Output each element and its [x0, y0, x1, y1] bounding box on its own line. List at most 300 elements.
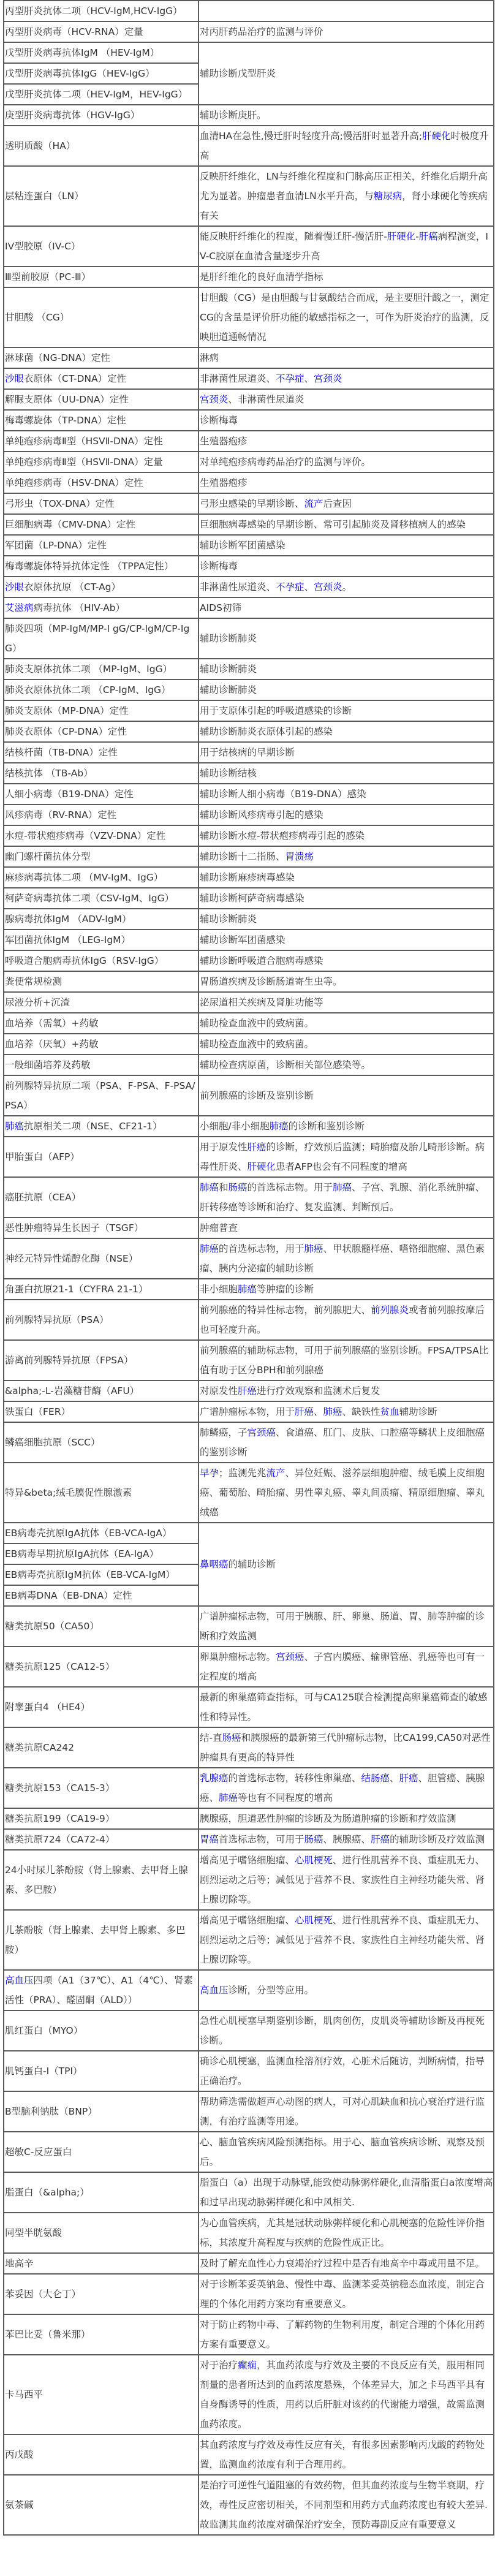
- keyword-link[interactable]: 不孕症: [276, 581, 304, 593]
- keyword-link[interactable]: 宫颈癌: [276, 1651, 304, 1662]
- cell-text: 辅助诊断肺炎: [200, 914, 257, 925]
- test-name-cell: [4, 2274, 198, 2314]
- cell-text: 首选标志物，可用于: [219, 1834, 304, 1845]
- cell-text: 肺炎支原体抗体二项 （MP-IgM、IgG）: [5, 664, 173, 675]
- cell-text: 反映肝纤维化，LN与纤维化程度和门脉高压正相关，纤维化后期升高尤为显著。肿瘤患者血清LN水平升高，与: [200, 171, 488, 202]
- keyword-link[interactable]: 宫颈炎: [314, 581, 342, 593]
- test-description-cell: [198, 2355, 494, 2434]
- test-description-cell: [198, 42, 494, 105]
- test-description-cell: [198, 763, 494, 784]
- table-row: [4, 763, 494, 784]
- test-description-cell: [198, 1177, 494, 1218]
- table-row: [4, 659, 494, 680]
- cell-text: 血培养（厌氧）+药敏: [5, 1039, 99, 1050]
- cell-text: ，肾小球硬化等疾病有关: [200, 191, 488, 221]
- cell-text: 对原发性: [200, 1385, 238, 1396]
- test-name-cell: [4, 42, 198, 63]
- cell-text: 梅毒螺旋体（TP-DNA）定性: [5, 415, 126, 426]
- cell-text: 尿液分析+沉渣: [5, 997, 70, 1008]
- table-row: [4, 1034, 494, 1055]
- keyword-link[interactable]: 宫颈癌: [247, 1427, 276, 1438]
- cell-text: 粪便常规检测: [5, 976, 62, 987]
- test-name-cell: [4, 1055, 198, 1075]
- test-description-cell: [198, 2172, 494, 2213]
- test-description-cell: [198, 2091, 494, 2132]
- cell-text: 和胰腺癌的最新第三代肿瘤标志物，比CA199,CA50对恶性肿瘤具有更高的特异性: [200, 1732, 491, 1763]
- test-description-cell: [198, 410, 494, 431]
- table-row: [4, 700, 494, 721]
- table-row: [4, 2314, 494, 2355]
- test-description-cell: [198, 1300, 494, 1340]
- table-row: [4, 784, 494, 805]
- cell-text: 辅助诊断呼吸道合胞病毒感染: [200, 955, 323, 966]
- cell-text: 辅助诊断肺炎: [200, 684, 257, 695]
- keyword-link[interactable]: 肝癌: [418, 231, 438, 242]
- table-row: [4, 2253, 494, 2274]
- table-row: [4, 825, 494, 846]
- table-row: [4, 680, 494, 700]
- test-description-cell: [198, 2010, 494, 2051]
- table-row: [4, 2172, 494, 2213]
- test-name-cell: [4, 1177, 198, 1218]
- cell-text: 胃肠道疾病及诊断肠道寄生虫等。: [200, 976, 342, 987]
- keyword-link[interactable]: 胃癌: [200, 1834, 219, 1845]
- test-name-cell: [4, 287, 198, 347]
- keyword-link[interactable]: 肝硬化: [247, 1161, 276, 1172]
- test-description-cell: [198, 888, 494, 909]
- table-row: [4, 1238, 494, 1279]
- test-name-cell: [4, 368, 198, 389]
- test-name-cell: [4, 1463, 198, 1523]
- test-name-cell: [4, 431, 198, 452]
- cell-text: 抗原相关二项（NSE、CF21-1）: [24, 1121, 162, 1132]
- test-description-cell: [198, 1075, 494, 1116]
- cell-text: 戊型肝炎病毒抗体IgG（HEV-IgG）: [5, 68, 155, 79]
- table-row: [4, 452, 494, 472]
- test-description-cell: [198, 680, 494, 700]
- test-description-cell: [198, 472, 494, 493]
- test-name-cell: [4, 1910, 198, 1970]
- cell-text: 辅助诊断人细小病毒（B19-DNA）感染: [200, 789, 366, 800]
- cell-text: 衣原体（CT-DNA）定性: [24, 373, 127, 384]
- test-name-cell: [4, 1381, 198, 1401]
- cell-text: 病程演变，IV-C胶原在血清含量逐步升高: [200, 231, 488, 262]
- keyword-link[interactable]: 高血压: [5, 1975, 34, 1986]
- test-description-cell: [198, 126, 494, 166]
- table-row: [4, 846, 494, 867]
- test-name-cell: [4, 166, 198, 226]
- cell-text: 游离前列腺特异抗原（FPSA）: [5, 1355, 134, 1366]
- table-row: [4, 431, 494, 452]
- keyword-link[interactable]: 流产: [266, 1468, 285, 1479]
- cell-text: 、胰腺癌、: [323, 1834, 371, 1845]
- test-name-cell: [4, 784, 198, 805]
- test-description-cell: [198, 1646, 494, 1687]
- keyword-link[interactable]: 肝癌: [399, 1773, 418, 1784]
- table-row: [4, 992, 494, 1013]
- test-description-cell: [198, 1238, 494, 1279]
- test-description-cell: [198, 1727, 494, 1768]
- cell-text: 层粘连蛋白（LN）: [5, 191, 84, 202]
- test-name-cell: [4, 680, 198, 700]
- test-description-cell: [198, 1768, 494, 1808]
- keyword-link[interactable]: 肺癌: [200, 1182, 219, 1193]
- test-name-cell: [4, 472, 198, 493]
- test-name-cell: [4, 389, 198, 410]
- table-row: [4, 21, 494, 42]
- cell-text: 丙型肝炎病毒（HCV-RNA）定量: [5, 26, 143, 37]
- cell-text: 、食道癌、肛门、皮肤、口腔癌等鳞状上皮细胞癌的鉴别诊断: [200, 1427, 485, 1458]
- test-name-cell: [4, 347, 198, 368]
- test-name-cell: [4, 577, 198, 597]
- cell-text: 诊断，分型等应用。: [228, 1985, 314, 1996]
- lab-tests-table-body: [4, 1, 494, 2535]
- test-description-cell: [198, 431, 494, 452]
- test-description-cell: [198, 1422, 494, 1463]
- cell-text: 诊断梅毒: [200, 561, 238, 572]
- test-description-cell: [198, 556, 494, 577]
- cell-text: 诊断梅毒: [200, 415, 238, 426]
- table-row: [4, 597, 494, 618]
- table-row: [4, 971, 494, 992]
- cell-text: 解脲支原体（UU-DNA）定性: [5, 394, 129, 405]
- test-name-cell: [4, 2475, 198, 2535]
- test-description-cell: [198, 950, 494, 971]
- test-name-cell: [4, 21, 198, 42]
- cell-text: 辅助诊断军团菌感染: [200, 934, 285, 945]
- cell-text: 、缺铁性: [342, 1406, 380, 1417]
- cell-text: 前列腺特异抗原（PSA）: [5, 1314, 109, 1325]
- test-description-cell: [198, 2274, 494, 2314]
- table-row: [4, 1606, 494, 1646]
- table-row: [4, 368, 494, 389]
- keyword-link[interactable]: 肺癌: [238, 1284, 257, 1295]
- cell-text: 血培养（需氧）+药敏: [5, 1018, 99, 1029]
- test-name-cell: [4, 1808, 198, 1829]
- keyword-link[interactable]: 宫颈炎: [314, 373, 342, 384]
- test-description-cell: [198, 105, 494, 126]
- cell-text: 辅助检查血液中的致病菌。: [200, 1018, 314, 1029]
- test-name-cell: [4, 1829, 198, 1850]
- table-row: [4, 1646, 494, 1687]
- keyword-link[interactable]: 艾滋病: [5, 602, 34, 613]
- test-name-cell: [4, 888, 198, 909]
- cell-text: -: [415, 231, 419, 242]
- cell-text: EB病毒DNA（EB-DNA）定性: [5, 1590, 132, 1601]
- keyword-link[interactable]: 肝癌: [238, 1385, 257, 1396]
- cell-text: EB病毒壳抗原IgM抗体（EB-VCA-IgM）: [5, 1569, 175, 1580]
- table-row: [4, 2010, 494, 2051]
- test-description-cell: [198, 992, 494, 1013]
- cell-text: 为心血管疾病，尤其是冠状动脉粥样硬化和心肌梗塞的危险性评价指标，其浓度升高程度与疾病的危险性成正比。: [200, 2218, 485, 2248]
- cell-text: &alpha;-L-岩藻糖苷酶（AFU）: [5, 1385, 140, 1396]
- cell-text: 增高见于嗜铬细胞瘤、: [200, 1855, 295, 1866]
- cell-text: 前列腺癌的特异性标志物，前列腺肥大、: [200, 1305, 371, 1316]
- test-name-cell: [4, 2051, 198, 2091]
- cell-text: B型脑利钠肽（BNP）: [5, 2106, 97, 2117]
- keyword-link[interactable]: 宫颈炎: [200, 394, 229, 405]
- test-name-cell: [4, 226, 198, 267]
- cell-text: 糖类抗原153（CA15-3）: [5, 1782, 115, 1794]
- table-row: [4, 2434, 494, 2475]
- keyword-link[interactable]: 前列腺炎: [371, 1305, 409, 1316]
- cell-text: 急性心肌梗塞早期鉴别诊断，肌肉创伤，皮肌炎等辅助诊断及再梗死诊断。: [200, 2015, 485, 2046]
- keyword-link[interactable]: 早孕: [200, 1468, 219, 1479]
- cell-text: 、胆管癌、胰腺癌、: [200, 1773, 485, 1803]
- cell-text: 辅助诊断风疹病毒引起的感染: [200, 809, 323, 820]
- test-description-cell: [198, 2132, 494, 2172]
- cell-text: Ⅲ型前胶原（PC-Ⅲ）: [5, 271, 91, 282]
- table-row: [4, 410, 494, 431]
- table-row: [4, 1401, 494, 1422]
- test-name-cell: [4, 909, 198, 930]
- cell-text: 卵巢肿瘤标志物。: [200, 1651, 276, 1662]
- cell-text: 辅助诊断军团菌感染: [200, 540, 285, 551]
- keyword-link[interactable]: 肝硬化: [387, 231, 416, 242]
- test-description-cell: [198, 2314, 494, 2355]
- table-row: [4, 1463, 494, 1523]
- test-description-cell: [198, 1850, 494, 1910]
- keyword-link[interactable]: 心肌梗死: [295, 1915, 333, 1926]
- test-name-cell: [4, 1137, 198, 1177]
- table-row: [4, 888, 494, 909]
- test-description-cell: [198, 452, 494, 472]
- test-description-cell: [198, 805, 494, 825]
- cell-text: 前列腺癌的辅助标志物，可用于前列腺癌的鉴别诊断。FPSA/TPSA比值有助于区分BPH和前列腺癌: [200, 1345, 489, 1376]
- cell-text: 铁蛋白（FER）: [5, 1406, 70, 1417]
- test-description-cell: [198, 1808, 494, 1829]
- cell-text: 军团菌抗体IgM （LEG-IgM）: [5, 934, 131, 945]
- cell-text: 淋球菌（NG-DNA）定性: [5, 352, 110, 363]
- keyword-link[interactable]: 高血压: [200, 1985, 229, 1996]
- table-row: [4, 514, 494, 535]
- keyword-link[interactable]: 鼻咽癌: [200, 1559, 229, 1570]
- cell-text: 辅助诊断庚肝。: [200, 110, 266, 121]
- table-row: [4, 867, 494, 888]
- cell-text: 广谱肿瘤标志物，可用于胰腺、肝、卵巢、肠道、胃、肺等肿瘤的诊断和疗效监测: [200, 1611, 485, 1642]
- table-row: [4, 105, 494, 126]
- cell-text: 辅助检查病原菌，诊断相关部位感染等。: [200, 1059, 371, 1070]
- cell-text: IV型胶原（IV-C）: [5, 241, 81, 252]
- test-name-cell: [4, 1279, 198, 1300]
- keyword-link[interactable]: 肝癌: [247, 1142, 266, 1153]
- test-description-cell: [198, 1401, 494, 1422]
- cell-text: 的首选标志物，转移性卵巢癌、: [228, 1773, 361, 1784]
- cell-text: 的首选标志物，用于: [219, 1243, 304, 1254]
- keyword-link[interactable]: 结肠癌: [361, 1773, 390, 1784]
- cell-text: 及时了解充血性心力衰竭治疗过程中是否有地高辛中毒或用量不足。: [200, 2258, 485, 2269]
- table-row: [4, 930, 494, 950]
- cell-text: 、子宫、乳腺、消化系统肿瘤、肝转移癌等诊断和治疗、复发监测、判断预后。: [200, 1182, 485, 1213]
- table-row: [4, 556, 494, 577]
- cell-text: 甘胆酸 （CG）: [5, 312, 70, 323]
- cell-text: 单纯疱疹病毒Ⅱ型（HSVⅡ-DNA）定性: [5, 436, 163, 447]
- table-row: [4, 742, 494, 763]
- test-description-cell: [198, 2213, 494, 2253]
- table-row: [4, 1523, 494, 1544]
- cell-text: 氨茶碱: [5, 2499, 34, 2510]
- test-name-cell: [4, 1422, 198, 1463]
- test-name-cell: [4, 1970, 198, 2010]
- cell-text: 辅助诊断肺炎衣原体引起的感染: [200, 726, 333, 737]
- cell-text: 附睾蛋白4 （HE4）: [5, 1702, 91, 1713]
- test-name-cell: [4, 2434, 198, 2475]
- table-row: [4, 1013, 494, 1034]
- keyword-link[interactable]: 流产: [304, 498, 323, 509]
- keyword-link[interactable]: 肠癌: [228, 1182, 248, 1193]
- table-row: [4, 166, 494, 226]
- cell-text: 前列腺癌的诊断及鉴别诊断: [200, 1090, 314, 1101]
- keyword-link[interactable]: 不孕症: [276, 373, 304, 384]
- table-row: [4, 2132, 494, 2172]
- test-name-cell: [4, 493, 198, 514]
- cell-text: 地高辛: [5, 2258, 34, 2269]
- cell-text: 、: [304, 581, 314, 593]
- cell-text: 辅助诊断十二指肠、: [200, 851, 285, 862]
- cell-text: AIDS初筛: [200, 602, 241, 613]
- cell-text: 对于治疗: [200, 2360, 238, 2371]
- keyword-link[interactable]: 肝癌: [371, 1834, 390, 1845]
- test-description-cell: [198, 825, 494, 846]
- cell-text: 糖类抗原125（CA12-5）: [5, 1661, 115, 1672]
- keyword-link[interactable]: 糖尿病: [373, 191, 402, 202]
- cell-text: 角蛋白抗原21-1（CYFRA 21-1）: [5, 1284, 148, 1295]
- test-name-cell: [4, 63, 198, 84]
- cell-text: 辅助诊断肺炎: [200, 664, 257, 675]
- keyword-link[interactable]: 肺癌: [304, 1243, 323, 1254]
- test-name-cell: [4, 1013, 198, 1034]
- test-description-cell: [198, 721, 494, 742]
- table-row: [4, 1055, 494, 1075]
- test-name-cell: [4, 514, 198, 535]
- cell-text: ；监测先兆: [219, 1468, 266, 1479]
- cell-text: 对于诊断苯妥英钠急、慢性中毒、监测苯妥英钠稳态血浓度，制定合理的个体化用药方案均有重要意义。: [200, 2279, 485, 2309]
- cell-text: 对丙肝药品治疗的监测与评价: [200, 26, 323, 37]
- cell-text: 梅毒螺旋体特异抗体定性 （TPPA定性）: [5, 561, 174, 572]
- test-name-cell: [4, 971, 198, 992]
- test-name-cell: [4, 1, 198, 21]
- test-description-cell: [198, 166, 494, 226]
- keyword-link[interactable]: 沙眼: [5, 581, 25, 593]
- keyword-link[interactable]: 肺癌: [269, 1121, 289, 1132]
- table-row: [4, 1727, 494, 1768]
- cell-text: 、甲状腺髓样癌、嗜铬细胞瘤、黑色素瘤、胰内分泌瘤的辅助诊断: [200, 1243, 485, 1274]
- cell-text: 生殖器疱疹: [200, 436, 248, 447]
- table-row: [4, 535, 494, 556]
- test-description-cell: [198, 1034, 494, 1055]
- keyword-link[interactable]: 肺癌: [219, 1792, 238, 1803]
- test-name-cell: [4, 535, 198, 556]
- cell-text: 糖类抗原199（CA19-9）: [5, 1813, 115, 1824]
- keyword-link[interactable]: 心肌梗死: [295, 1855, 333, 1866]
- test-name-cell: [4, 867, 198, 888]
- test-name-cell: [4, 846, 198, 867]
- test-name-cell: [4, 1606, 198, 1646]
- test-description-cell: [198, 21, 494, 42]
- cell-text: 癌胚抗原（CEA）: [5, 1192, 81, 1203]
- cell-text: 卡马西平: [5, 2389, 43, 2400]
- cell-text: 、非淋菌性尿道炎: [228, 394, 304, 405]
- cell-text: 甘胆酸（CG）是由胆酸与甘氨酸结合而成，是主要胆汁酸之一，测定CG的含量是评价肝功能的敏感指标之一，可作为肝炎治疗的监测，反映胆道通畅情况: [200, 292, 489, 343]
- cell-text: 用于结核病的早期诊断: [200, 747, 295, 758]
- test-description-cell: [198, 597, 494, 618]
- cell-text: 结核抗体 （TB-Ab）: [5, 768, 93, 779]
- table-row: [4, 950, 494, 971]
- cell-text: 和: [219, 1182, 229, 1193]
- cell-text: 帮助筛选需做超声心动图的病人，可对心肌缺血和抗心衰治疗进行监测，有治疗监测等用途。: [200, 2096, 485, 2127]
- table-row: [4, 1279, 494, 1300]
- cell-text: 苯妥因（大仑丁）: [5, 2289, 81, 2300]
- cell-text: 鳞癌细胞抗原（SCC）: [5, 1437, 100, 1448]
- cell-text: 等肿瘤的诊断: [257, 1284, 314, 1295]
- table-row: [4, 1687, 494, 1727]
- test-name-cell: [4, 805, 198, 825]
- keyword-link[interactable]: 肺癌: [333, 1182, 352, 1193]
- keyword-link[interactable]: 肺癌: [323, 1406, 342, 1417]
- test-description-cell: [198, 1687, 494, 1727]
- cell-text: 巨细胞病毒（CMV-DNA）定性: [5, 519, 136, 530]
- cell-text: 糖类抗原724（CA72-4）: [5, 1834, 115, 1845]
- cell-text: 能反映肝纤维化的程度，随着慢迁肝-慢活肝-: [200, 231, 387, 242]
- test-description-cell: [198, 347, 494, 368]
- keyword-link[interactable]: 肝癌: [295, 1406, 314, 1417]
- table-row: [4, 1300, 494, 1340]
- test-description-cell: [198, 930, 494, 950]
- table-row: [4, 1422, 494, 1463]
- keyword-link[interactable]: 肝硬化: [422, 131, 451, 142]
- test-description-cell: [198, 535, 494, 556]
- keyword-link[interactable]: 沙眼: [5, 373, 25, 384]
- cell-text: 肺炎支原体（MP-DNA）定性: [5, 705, 129, 716]
- keyword-link[interactable]: 贫血: [380, 1406, 399, 1417]
- test-name-cell: [4, 126, 198, 166]
- table-row: [4, 2274, 494, 2314]
- cell-text: 泌尿道相关疾病及肾脏功能等: [200, 997, 323, 1008]
- test-description-cell: [198, 1910, 494, 1970]
- cell-text: 辅助诊断麻疹病毒感染: [200, 872, 295, 883]
- keyword-link[interactable]: 胃溃疡: [285, 851, 314, 862]
- cell-text: 甲胎蛋白（AFP）: [5, 1151, 80, 1162]
- test-description-cell: [198, 659, 494, 680]
- keyword-link[interactable]: 肠癌: [222, 1732, 241, 1743]
- table-row: [4, 1850, 494, 1910]
- cell-text: 后查因: [323, 498, 352, 509]
- cell-text: 人细小病毒（B19-DNA）定性: [5, 789, 134, 800]
- cell-text: 患者AFP也会有不同程度的增高: [276, 1161, 407, 1172]
- test-name-cell: [4, 1401, 198, 1422]
- test-description-cell: [198, 2475, 494, 2535]
- keyword-link[interactable]: 肠癌: [304, 1834, 323, 1845]
- table-row: [4, 1137, 494, 1177]
- table-row: [4, 226, 494, 267]
- cell-text: 结核杆菌（TB-DNA）定性: [5, 747, 118, 758]
- cell-text: 弓形虫感染的早期诊断、: [200, 498, 304, 509]
- test-name-cell: [4, 1585, 198, 1606]
- cell-text: 等也有不同程度的增高: [238, 1792, 333, 1803]
- test-name-cell: [4, 1564, 198, 1585]
- keyword-link[interactable]: 肺癌: [5, 1121, 25, 1132]
- table-row: [4, 347, 494, 368]
- keyword-link[interactable]: 癫痫: [238, 2360, 257, 2371]
- test-name-cell: [4, 2172, 198, 2213]
- cell-text: 前列腺特异抗原二项（PSA、F-PSA、F-PSA/PSA）: [5, 1080, 195, 1111]
- test-name-cell: [4, 267, 198, 287]
- keyword-link[interactable]: 肺癌: [200, 1243, 219, 1254]
- cell-text: 神经元特异性烯醇化酶（NSE）: [5, 1253, 138, 1264]
- keyword-link[interactable]: 乳腺癌: [200, 1773, 229, 1784]
- test-name-cell: [4, 825, 198, 846]
- table-row: [4, 2051, 494, 2091]
